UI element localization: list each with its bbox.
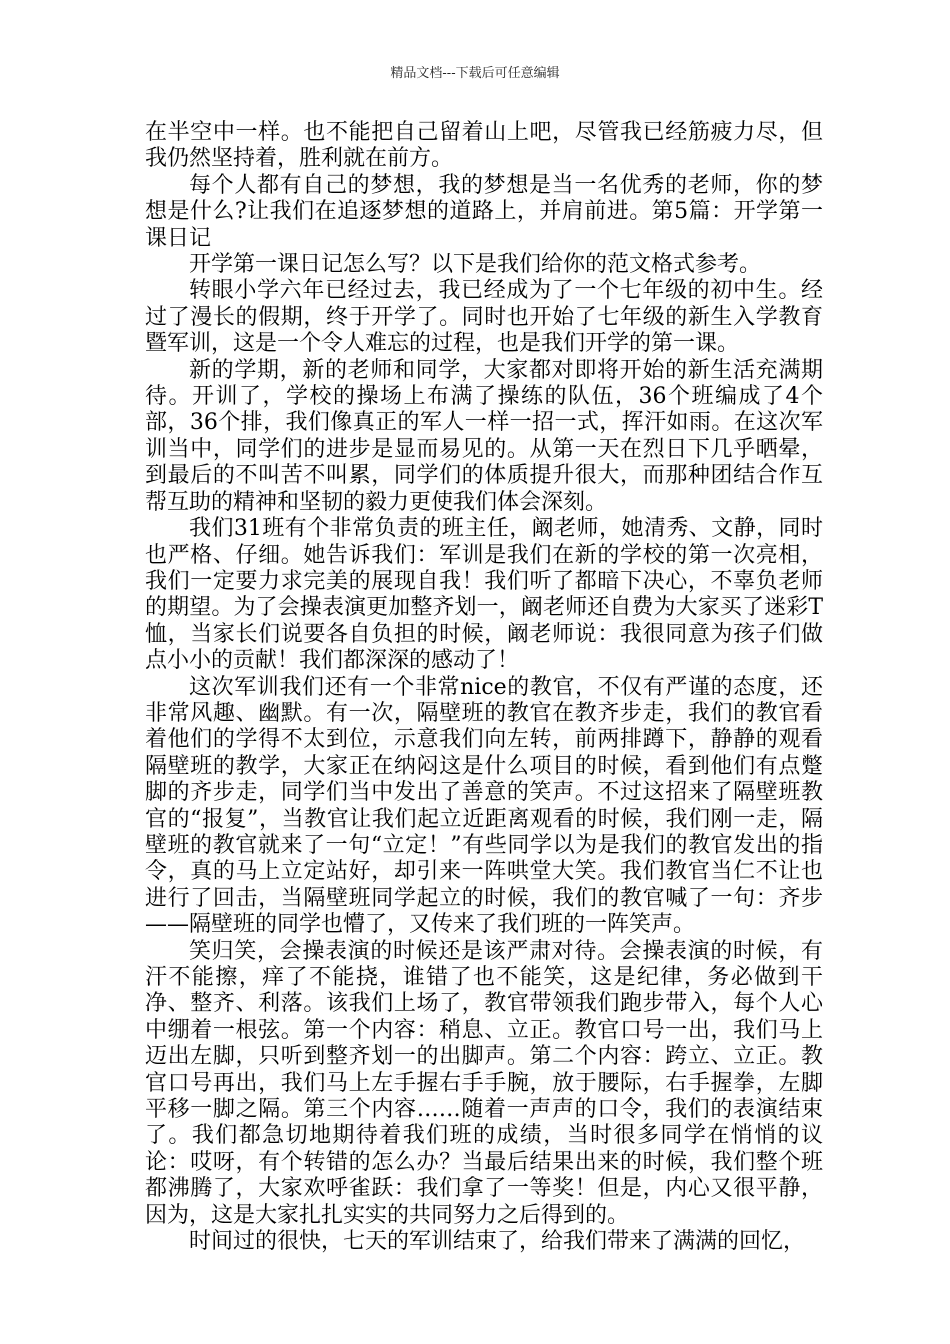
paragraph: 笑归笑，会操表演的时候还是该严肃对待。会操表演的时候，有汗不能擦，痒了不能挠，谁错了也不能笑，这是纪律，务必做到干净、整齐、利落。该我们上场了，教官带领我们跑步带入，每个人心中绷着一根弦。第一个内容：稍息、立正。教官口号一出，我们马上迈出左脚，只听到整齐划一的出脚声。第二个内容：跨立、立正。教官口号再出，我们马上左手握右手手腕，放于腰际，右手握拳，左脚平移一脚之隔。第三个内容……随着一声声的口令，我们的表演结束了。我们都急切地期待着我们班的成绩，当时很多同学在悄悄的议论：哎呀，有个转错的怎么办？当最后结果出来的时候，我们整个班都沸腾了，大家欢呼雀跃：我们拿了一等奖！但是，内心又很平静，因为，这是大家扎扎实实的共同努力之后得到的。 <box>145 938 823 1228</box>
paragraph: 这次军训我们还有一个非常nice的教官，不仅有严谨的态度，还非常风趣、幽默。有一次，隔壁班的教官在教齐步走，我们的教官看着他们的学得不太到位，示意我们向左转，前两排蹲下，静静的观看隔壁班的教学，大家正在纳闷这是什么项目的时候，看到他们有点蹩脚的齐步走，同学们当中发出了善意的笑声。不过这招来了隔壁班教官的“报复”，当教官让我们起立近距离观看的时候，我们刚一走，隔壁班的教官就来了一句“立定！”有些同学以为是我们的教官发出的指令，真的马上立定站好，却引来一阵哄堂大笑。我们教官当仁不让也进行了回击，当隔壁班同学起立的时候，我们的教官喊了一句：齐步——隔壁班的同学也懵了，又传来了我们班的一阵笑声。 <box>145 674 823 938</box>
page-header: 精品文档---下载后可任意编辑 <box>390 66 560 81</box>
paragraph: 开学第一课日记怎么写？以下是我们给你的范文格式参考。 <box>189 252 762 278</box>
paragraph: 我们31班有个非常负责的班主任，阚老师，她清秀、文静，同时也严格、仔细。她告诉我们：军训是我们在新的学校的第一次亮相，我们一定要力求完美的展现自我！我们听了都暗下决心，不辜负老师的期望。为了会操表演更加整齐划一，阚老师还自费为大家买了迷彩T恤，当家长们说要各自负担的时候，阚老师说：我很同意为孩子们做点小小的贡献！我们都深深的感动了！ <box>145 516 823 674</box>
paragraph: 转眼小学六年已经过去，我已经成为了一个七年级的初中生。经过了漫长的假期，终于开学了。同时也开始了七年级的新生入学教育暨军训，这是一个令人难忘的过程，也是我们开学的第一课。 <box>145 278 823 357</box>
document-body <box>145 120 823 1255</box>
paragraph: 新的学期，新的老师和同学，大家都对即将开始的新生活充满期待。开训了，学校的操场上布满了操练的队伍，36个班编成了4个部，36个排，我们像真正的军人一样一招一式，挥汗如雨。在这次军训当中，同学们的进步是显而易见的。从第一天在烈日下几乎晒晕，到最后的不叫苦不叫累，同学们的体质提升很大，而那种团结合作互帮互助的精神和坚韧的毅力更使我们体会深刻。 <box>145 357 823 515</box>
paragraph: 时间过的很快，七天的军训结束了，给我们带来了满满的回忆， <box>189 1229 806 1255</box>
paragraph: 每个人都有自己的梦想，我的梦想是当一名优秀的老师，你的梦想是什么?让我们在追逐梦想的道路上，并肩前进。第5篇：开学第一课日记 <box>145 172 823 251</box>
paragraph: 在半空中一样。也不能把自己留着山上吧，尽管我已经筋疲力尽，但我仍然坚持着，胜利就在前方。 <box>145 120 823 172</box>
